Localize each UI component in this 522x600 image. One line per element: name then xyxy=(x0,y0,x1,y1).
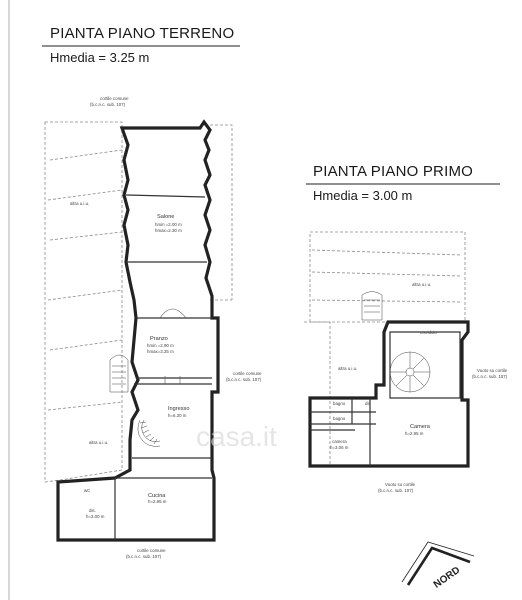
room-ingresso: Ingresso xyxy=(168,406,190,412)
ground-floor-title: PIANTA PIANO TERRENO xyxy=(50,25,235,42)
room-pranzo-hmax: hmax=3.25 m xyxy=(147,349,174,354)
ground-neighbour-left xyxy=(45,122,122,482)
room-dis: dis. xyxy=(89,508,96,513)
room-bagno-1: bagno xyxy=(333,401,346,406)
room-salone-hmax: hmax=2.30 m xyxy=(155,228,182,233)
first-neighbour-hatch xyxy=(312,250,462,302)
room-salone-hmin: hmin =2.00 m xyxy=(155,222,182,227)
ground-arch xyxy=(160,309,186,318)
ground-side-stair xyxy=(110,355,128,392)
ground-courtyard-top: cortile comune xyxy=(100,96,129,101)
room-corridoio: corridoio xyxy=(420,330,437,335)
first-floor-height: Hmedia = 3.00 m xyxy=(313,188,413,203)
ground-courtyard-top-ref: (b.c.n.c. sub. 107) xyxy=(90,102,126,107)
room-cucina: Cucina xyxy=(148,493,166,499)
room-camera-small: camera xyxy=(332,439,347,444)
first-neighbour-stair xyxy=(362,292,382,321)
room-bagno-2: bagno xyxy=(333,416,346,421)
ground-neighbour-hatch xyxy=(48,150,122,410)
compass-label: NORD xyxy=(431,564,463,591)
ground-courtyard-bottom-ref: (b.c.n.c. sub. 107) xyxy=(126,554,162,559)
first-view-bottom-ref: (b.c.n.c. sub. 107) xyxy=(378,488,414,493)
room-camera-small-h: h=3.06 m xyxy=(330,445,349,450)
first-neighbour-left xyxy=(304,322,330,465)
first-floor-title: PIANTA PIANO PRIMO xyxy=(313,163,474,180)
first-neighbour-top xyxy=(310,232,465,322)
first-floor-plan xyxy=(304,232,508,493)
ground-floor-plan xyxy=(45,96,262,559)
room-cucina-h: h=2.95 m xyxy=(148,499,167,504)
ground-outer-walls xyxy=(58,122,218,540)
room-camera-large: Camera xyxy=(410,424,430,430)
ground-neighbour-right xyxy=(210,125,232,300)
ground-other-unit-2: altra u.i.u. xyxy=(89,440,109,445)
room-dis-first: dis xyxy=(365,401,371,406)
room-salone: Salone xyxy=(157,214,175,220)
ground-staircase xyxy=(138,420,160,446)
first-view-right: Vuoto su cortile xyxy=(477,368,508,373)
north-compass xyxy=(402,542,474,591)
room-pranzo-hmin: hmin =2.90 m xyxy=(147,343,174,348)
first-view-right-ref: (b.c.n.c. sub. 107) xyxy=(472,374,508,379)
room-camera-large-h: h=2.95 m xyxy=(405,431,424,436)
first-spiral-stair xyxy=(390,352,430,392)
ground-other-unit-1: altra u.i.u. xyxy=(70,201,90,206)
ground-courtyard-right: cortile comune xyxy=(233,371,262,376)
casa-watermark: casa.it xyxy=(196,421,277,452)
room-wc: wC xyxy=(84,488,91,493)
room-ingresso-h: h=6.30 m xyxy=(168,413,187,418)
room-pranzo: Pranzo xyxy=(150,336,168,342)
ground-internal-walls xyxy=(115,195,212,540)
ground-floor-height: Hmedia = 3.25 m xyxy=(50,50,150,65)
ground-courtyard-bottom: cortile comune xyxy=(137,548,166,553)
first-view-bottom: Vuoto su cortile xyxy=(385,482,416,487)
first-other-unit-2: altra u.i.u. xyxy=(338,366,358,371)
room-dis-h: h=3.00 m xyxy=(86,514,105,519)
ground-courtyard-right-ref: (b.c.n.c. sub. 107) xyxy=(226,377,262,382)
first-other-unit-1: altra u.i.u. xyxy=(412,282,432,287)
ground-door xyxy=(165,376,180,384)
